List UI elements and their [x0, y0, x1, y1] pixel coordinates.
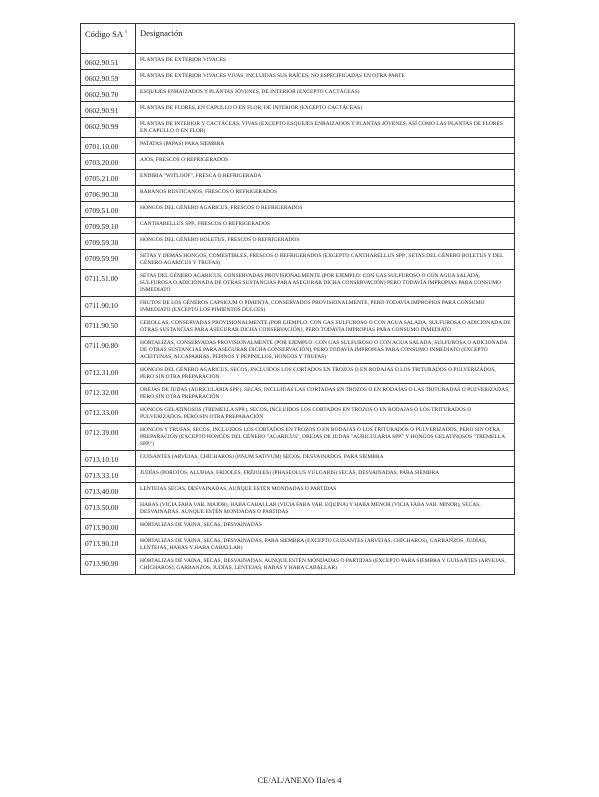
- hs-code-cell: 0713.40.00: [81, 483, 136, 499]
- table-row: [81, 519, 515, 535]
- hs-code-cell: 0711.90.50: [81, 317, 136, 337]
- hs-code-cell: 0602.90.59: [81, 70, 136, 86]
- table-row: [81, 102, 515, 118]
- table-row: [81, 234, 515, 250]
- table-row: [81, 451, 515, 467]
- hs-code-cell: 0713.10.10: [81, 451, 136, 467]
- hs-code-cell: 0701.10.00: [81, 138, 136, 154]
- hs-code-cell: 0709.59.90: [81, 250, 136, 270]
- hs-code-cell: 0709.59.30: [81, 234, 136, 250]
- table-row: [81, 138, 515, 154]
- designation-cell: SETAS DEL GÉNERO AGARICUS, CONSERVADAS PROVISIONALMENTE (POR EJEMPLO: CON GAS SULFUROSO O CON AGUA SALADA, SULFUROSA O ADICIONADA DE OTRAS SUSTANCIAS PARA ASEGURAR DICHA CONSERVACIÓN) PERO TODAVÍA IMPROPIAS PARA CONSUMO INMEDIATO: [136, 270, 515, 297]
- table-row: [81, 86, 515, 102]
- designation-cell: HORTALIZAS DE VAINA, SECAS, DESVAINADAS, AUNQUE ESTÉN MONDADAS O PARTIDAS (EXCEPTO PARA SIEMBRA Y GUISANTES (ARVEJAS, CHÍCHAROS), GARBANZOS, JUDÍAS, LENTEJAS, HABAS Y HABA CABALLAR): [136, 555, 515, 575]
- designation-cell: HONGOS GELATINOSOS (TREMELLA SPP.), SECOS, INCLUIDOS LOS CORTADOS EN TROZOS O EN RODAJAS O LOS TRITURADOS O PULVERIZADOS, PERO SIN OTRA PREPARACIÓN: [136, 404, 515, 424]
- table-row: [81, 499, 515, 519]
- hs-code-cell: 0713.90.00: [81, 519, 136, 535]
- designation-cell: AJOS, FRESCOS O REFRIGERADOS: [136, 154, 515, 170]
- hs-code-cell: 0705.21.00: [81, 170, 136, 186]
- hs-code-cell: 0713.33.10: [81, 467, 136, 483]
- table-row: [81, 202, 515, 218]
- hs-code-cell: 0703.20.00: [81, 154, 136, 170]
- table-row: [81, 364, 515, 384]
- designation-cell: ENDIBIA "WITLOOF", FRESCA O REFRIGERADA: [136, 170, 515, 186]
- designation-cell: HABAS (VICIA FABA VAR. MAJOR), HABA CABALLAR (VICIA FABA VAR. EQUINA) Y HABA MENOR (VICIA FABA VAR. MINOR), SECAS, DESVAINADAS, AUNQUE ESTÉN MONDADAS O PARTIDAS: [136, 499, 515, 519]
- designation-cell: HORTALIZAS, CONSERVADAS PROVISIONALMENTE (POR EJEMPLO: CON GAS SULFUROSO O CON AGUA SALADA, SULFUROSA O ADICIONADA DE OTRAS SUSTANCIAS PARA ASEGURAR DICHA CONSERVACIÓN), PERO TODAVÍA IMPROPIAS PARA CONSUMO INMEDIATO (EXCEPTO ACEITUNAS, ALCAPARRAS, PEPINOS Y PEPINILLOS, HONGOS Y TRUFAS): [136, 337, 515, 364]
- header-designation: Designación: [136, 24, 515, 54]
- tariff-table: [80, 23, 515, 575]
- table-row: [81, 483, 515, 499]
- designation-cell: PLANTAS DE EXTERIOR VIVACES VIVAS, INCLUIDAS SUS RAÍCES, NO ESPECIFICADAS EN OTRA PARTE: [136, 70, 515, 86]
- designation-cell: LENTEJAS SECAS, DESVAINADAS, AUNQUE ESTÉN MONDADAS O PARTIDAS: [136, 483, 515, 499]
- table-row: [81, 467, 515, 483]
- table-row: [81, 297, 515, 317]
- hs-code-cell: 0602.90.70: [81, 86, 136, 102]
- table-row: [81, 384, 515, 404]
- hs-code-cell: 0709.51.00: [81, 202, 136, 218]
- table-row: [81, 555, 515, 575]
- table-row: [81, 424, 515, 451]
- table-row: [81, 535, 515, 555]
- header-code: [81, 24, 136, 54]
- table-header-row: [81, 24, 515, 54]
- document-page: [80, 23, 515, 575]
- hs-code-cell: 0713.90.90: [81, 555, 136, 575]
- designation-cell: PLANTAS DE EXTERIOR VIVACES: [136, 54, 515, 70]
- designation-cell: HONGOS DEL GÉNERO BOLETUS, FRESCOS O REFRIGERADOS: [136, 234, 515, 250]
- hs-code-cell: 0712.31.00: [81, 364, 136, 384]
- hs-code-cell: 0709.59.10: [81, 218, 136, 234]
- designation-cell: OREJAS DE JUDAS (AURICULARIA SPP.), SECAS, INCLUIDAS LAS CORTADAS EN TROZOS O EN RODAJAS O LAS TRITURADAS O PULVERIZADAS, PERO SIN OTRA PREPARACIÓN: [136, 384, 515, 404]
- table-row: [81, 218, 515, 234]
- table-row: [81, 404, 515, 424]
- hs-code-cell: 0712.33.00: [81, 404, 136, 424]
- designation-cell: CANTHARELLUS SPP., FRESCOS O REFRIGERADOS: [136, 218, 515, 234]
- designation-cell: HONGOS DEL GÉNERO AGARICUS, FRESCOS O REFRIGERADOS: [136, 202, 515, 218]
- designation-cell: PLANTAS DE FLORES, EN CAPULLO O EN FLOR, DE INTERIOR (EXCEPTO CACTÁCEAS): [136, 102, 515, 118]
- designation-cell: HORTALIZAS DE VAINA, SECAS, DESVAINADAS: [136, 519, 515, 535]
- table-row: [81, 54, 515, 70]
- hs-code-cell: 0602.90.51: [81, 54, 136, 70]
- designation-cell: FRUTOS DE LOS GÉNEROS CAPSICUM O PIMENTA, CONSERVADOS PROVISIONALMENTE, PERO TODAVÍA IMPROPIOS PARA CONSUMO INMEDIATO (EXCEPTO LOS PIMIENTOS DULCES): [136, 297, 515, 317]
- designation-cell: PLANTAS DE INTERIOR Y CACTÁCEAS, VIVAS (EXCEPTO ESQUEJES ENRAIZADOS Y PLANTAS JÓVENES, ASÍ COMO LAS PLANTAS DE FLORES EN CAPULLO O EN FLOR): [136, 118, 515, 138]
- table-row: [81, 186, 515, 202]
- hs-code-cell: 0713.90.10: [81, 535, 136, 555]
- designation-cell: RÁBANOS RUSTICANOS, FRESCOS O REFRIGERADOS: [136, 186, 515, 202]
- header-code-footnote: 1: [124, 30, 128, 35]
- table-row: [81, 250, 515, 270]
- designation-cell: JUDÍAS (POROTOS, ALUBIAS, FRIJOLES, FRÉJOLES) (PHASEOLUS VULGARIS) SECAS, DESVAINADAS, PARA SIEMBRA: [136, 467, 515, 483]
- hs-code-cell: 0712.39.00: [81, 424, 136, 451]
- designation-cell: GUISANTES (ARVEJAS, CHÍCHAROS) (PISUM SATIVUM) SECOS, DESVAINADOS, PARA SIEMBRA: [136, 451, 515, 467]
- designation-cell: SETAS Y DEMÁS HONGOS, COMESTIBLES, FRESCOS O REFRIGERADOS (EXCEPTO CANTHARELLUS SPP., SETAS DEL GÉNERO BOLETUS Y DEL GÉNERO AGARICUS Y TRUFAS): [136, 250, 515, 270]
- hs-code-cell: 0602.90.99: [81, 118, 136, 138]
- designation-cell: PATATAS (PAPAS) PARA SIEMBRA: [136, 138, 515, 154]
- table-row: [81, 70, 515, 86]
- header-code-label: Código SA: [85, 28, 123, 39]
- hs-code-cell: 0706.90.30: [81, 186, 136, 202]
- hs-code-cell: 0711.51.00: [81, 270, 136, 297]
- designation-cell: HONGOS Y TRUFAS, SECOS, INCLUIDOS LOS CORTADOS EN TROZOS O EN RODAJAS O LOS TRITURADOS O PULVERIZADOS, PERO SIN OTRA PREPARACIÓN (EXCEPTO HONGOS DEL GÉNERO "AGARICUS", OREJAS DE JUDAS "AURICULARIA SPP." Y HONGOS GELATINOSOS "TREMELLA SPP."): [136, 424, 515, 451]
- page-footer: CE/AL/ANEXO IIa/es 4: [257, 775, 342, 785]
- designation-cell: HORTALIZAS DE VAINA, SECAS, DESVAINADAS, PARA SIEMBRA (EXCEPTO GUISANTES (ARVEJAS, CHÍCHAROS), GARBANZOS, JUDÍAS, LENTEJAS, HABAS Y HABA CABALLAR): [136, 535, 515, 555]
- designation-cell: ESQUEJES ENRAIZADOS Y PLANTAS JÓVENES, DE INTERIOR (EXCEPTO CACTÁCEAS): [136, 86, 515, 102]
- table-row: [81, 154, 515, 170]
- table-row: [81, 317, 515, 337]
- designation-cell: HONGOS DEL GÉNERO AGARICUS, SECOS, INCLUIDOS LOS CORTADOS EN TROZOS O EN RODAJAS O LOS TRITURADOS O PULVERIZADOS, PERO SIN OTRA PREPARACIÓN: [136, 364, 515, 384]
- table-row: [81, 337, 515, 364]
- table-row: [81, 270, 515, 297]
- hs-code-cell: 0713.50.00: [81, 499, 136, 519]
- table-row: [81, 170, 515, 186]
- hs-code-cell: 0602.90.91: [81, 102, 136, 118]
- table-row: [81, 118, 515, 138]
- designation-cell: CEBOLLAS, CONSERVADAS PROVISIONALMENTE (POR EJEMPLO: CON GAS SULFUROSO O CON AGUA SALADA, SULFUROSA O ADICIONADA DE OTRAS SUSTANCIAS PARA ASEGURAR DICHA CONSERVACIÓN), PERO TODAVÍA IMPROPIAS PARA CONSUMO INMEDIATO: [136, 317, 515, 337]
- hs-code-cell: 0712.32.00: [81, 384, 136, 404]
- hs-code-cell: 0711.90.10: [81, 297, 136, 317]
- hs-code-cell: 0711.90.80: [81, 337, 136, 364]
